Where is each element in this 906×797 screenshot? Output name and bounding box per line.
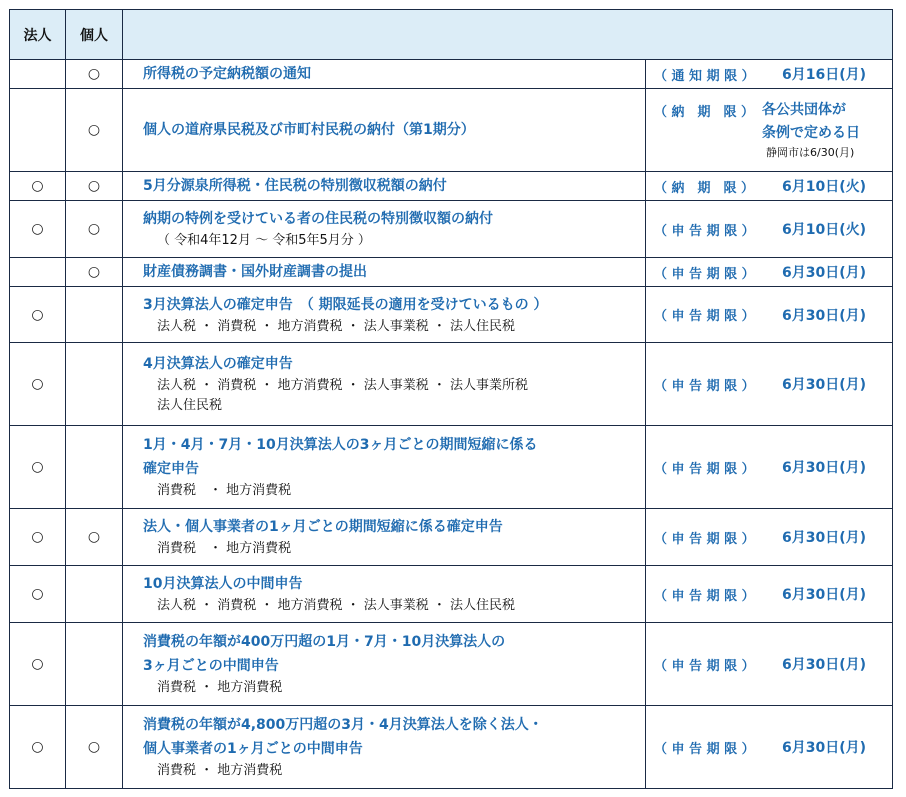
hojin-mark: ○ [10, 287, 66, 343]
kojin-mark: ○ [66, 172, 123, 201]
due-cell [646, 258, 893, 287]
due-date: 6月30日(月) [781, 377, 867, 393]
due-date: 6月16日(月) [781, 67, 867, 83]
kojin-mark: ○ [66, 509, 123, 566]
due-cell [646, 201, 893, 258]
item-cell [123, 89, 646, 172]
tax-schedule-table [9, 9, 893, 789]
due-date: 6月10日(火) [781, 179, 867, 195]
item-cell [123, 426, 646, 509]
due-label: （ 納 期 限 ） [654, 180, 755, 196]
hojin-mark: ○ [10, 201, 66, 258]
item-title: 4月決算法人の確定申告 [143, 356, 293, 372]
due-text: 条例で定める日 [762, 125, 860, 141]
header-row [10, 10, 893, 60]
item-subtext: 法人税 ・ 消費税 ・ 地方消費税 ・ 法人事業税 ・ 法人事業所税 [157, 378, 529, 393]
item-cell [123, 172, 646, 201]
item-cell [123, 258, 646, 287]
due-cell [646, 623, 893, 706]
due-label: （ 申 告 期 限 ） [654, 461, 755, 477]
kojin-mark [66, 426, 123, 509]
due-cell [646, 343, 893, 426]
due-date: 6月30日(月) [781, 265, 867, 281]
hojin-mark [10, 89, 66, 172]
item-subtext: 法人税 ・ 消費税 ・ 地方消費税 ・ 法人事業税 ・ 法人住民税 [157, 318, 516, 334]
item-subtext: 消費税 ・ 地方消費税 [157, 763, 283, 778]
table-row [10, 566, 893, 623]
item-subtext: 消費税 ・ 地方消費税 [157, 483, 292, 498]
table-row [10, 201, 893, 258]
table-row [10, 287, 893, 343]
item-title: 財産債務調書・国外財産調書の提出 [143, 264, 367, 280]
hojin-mark: ○ [10, 566, 66, 623]
item-title: 消費税の年額が400万円超の1月・7月・10月決算法人の 3ヶ月ごとの中間申告 [143, 634, 506, 674]
kojin-mark: ○ [66, 706, 123, 789]
due-label: （ 申 告 期 限 ） [654, 309, 755, 324]
header-kojin: 個人 [66, 10, 123, 60]
item-subtext: 法人住民税 [157, 398, 223, 413]
table-row [10, 172, 893, 201]
item-title: 法人・個人事業者の1ヶ月ごとの期間短縮に係る確定申告 [143, 519, 503, 535]
kojin-mark [66, 623, 123, 706]
due-date: 6月30日(月) [781, 307, 867, 324]
due-cell [646, 60, 893, 89]
due-cell [646, 426, 893, 509]
due-cell [646, 172, 893, 201]
item-cell [123, 343, 646, 426]
due-label: （ 申 告 期 限 ） [654, 658, 755, 674]
due-date: 6月30日(月) [781, 740, 867, 756]
item-cell [123, 566, 646, 623]
item-subtext: （ 令和4年12月 ～ 令和5年5月分 ） [157, 233, 371, 248]
due-label: （ 申 告 期 限 ） [654, 266, 755, 282]
kojin-mark [66, 566, 123, 623]
item-title: 個人の道府県民税及び市町村民税の納付（第1期分） [143, 122, 475, 138]
header-blank [123, 10, 893, 60]
table-row [10, 258, 893, 287]
item-cell [123, 706, 646, 789]
kojin-mark [66, 343, 123, 426]
table-row [10, 623, 893, 706]
due-label: （ 通 知 期 限 ） [654, 68, 755, 84]
due-label: （ 申 告 期 限 ） [654, 588, 755, 604]
table-row [10, 89, 893, 172]
item-title: 消費税の年額が4,800万円超の3月・4月決算法人を除く法人・ 個人事業者の1ヶ月ごとの中間申告 [143, 717, 543, 757]
item-cell [123, 287, 646, 343]
due-label: （ 申 告 期 限 ） [654, 531, 755, 547]
kojin-mark [66, 287, 123, 343]
due-label: （ 申 告 期 限 ） [654, 741, 755, 757]
hojin-mark [10, 60, 66, 89]
item-title: 10月決算法人の中間申告 [143, 576, 303, 592]
due-label: （ 申 告 期 限 ） [654, 223, 755, 239]
due-date: 6月10日(火) [781, 222, 867, 238]
due-note: 静岡市は6/30(月) [766, 146, 855, 159]
table-row [10, 343, 893, 426]
kojin-mark: ○ [66, 258, 123, 287]
hojin-mark: ○ [10, 706, 66, 789]
due-cell [646, 706, 893, 789]
due-date: 6月30日(月) [781, 587, 867, 603]
kojin-mark: ○ [66, 89, 123, 172]
kojin-mark: ○ [66, 201, 123, 258]
item-subtext: 法人税 ・ 消費税 ・ 地方消費税 ・ 法人事業税 ・ 法人住民税 [157, 598, 516, 613]
hojin-mark: ○ [10, 343, 66, 426]
item-cell [123, 509, 646, 566]
due-date: 6月30日(月) [781, 530, 867, 546]
table-row [10, 509, 893, 566]
item-cell [123, 201, 646, 258]
due-date: 6月30日(月) [781, 657, 867, 673]
due-label: （ 申 告 期 限 ） [654, 378, 755, 394]
item-subtext: 消費税 ・ 地方消費税 [157, 541, 292, 556]
header-hojin: 法人 [10, 10, 66, 60]
due-text: 各公共団体が [762, 102, 846, 118]
due-cell [646, 89, 893, 172]
hojin-mark: ○ [10, 426, 66, 509]
kojin-mark: ○ [66, 60, 123, 89]
due-cell [646, 287, 893, 343]
item-subtext: 消費税 ・ 地方消費税 [157, 680, 283, 695]
hojin-mark: ○ [10, 623, 66, 706]
table-row [10, 60, 893, 89]
table-row [10, 706, 893, 789]
table-row [10, 426, 893, 509]
item-title: 5月分源泉所得税・住民税の特別徴収税額の納付 [143, 178, 447, 194]
item-title: 納期の特例を受けている者の住民税の特別徴収額の納付 [143, 211, 493, 227]
hojin-mark: ○ [10, 509, 66, 566]
item-title: 1月・4月・7月・10月決算法人の3ヶ月ごとの期間短縮に係る 確定申告 [143, 437, 538, 477]
item-cell [123, 623, 646, 706]
hojin-mark [10, 258, 66, 287]
item-title: 3月決算法人の確定申告 （ 期限延長の適用を受けているもの ） [143, 296, 548, 313]
due-cell [646, 566, 893, 623]
hojin-mark: ○ [10, 172, 66, 201]
item-cell [123, 60, 646, 89]
item-title: 所得税の予定納税額の通知 [143, 66, 311, 82]
due-date: 6月30日(月) [781, 460, 867, 476]
due-label: （ 納 期 限 ） [654, 105, 755, 120]
due-cell [646, 509, 893, 566]
